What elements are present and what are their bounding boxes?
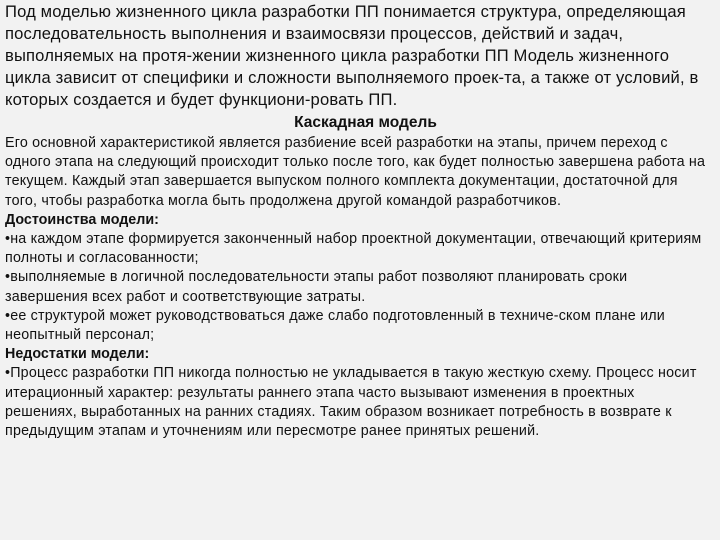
advantage-item: •выполняемые в логичной последовательности этапы работ позволяют планировать сроки завершения всех работ и соответствующие затраты. xyxy=(5,269,628,305)
description-paragraph: Его основной характеристикой является разбиение всей разработки на этапы, причем переход с одного этапа на следующий происходит только после того, как будет полностью завершена работа на текущем. Каждый этап завершается выпуском полного комплекта документации, достаточной для того, чтобы разработка могла быть продолжена другой командой разработчиков. xyxy=(5,135,706,209)
advantage-item: •на каждом этапе формируется законченный набор проектной документации, отвечающий критериям полноты и согласованности; xyxy=(5,231,702,267)
intro-paragraph: Под моделью жизненного цикла разработки ПП понимается структура, определяющая последовательность выполнения и взаимосвязи процессов, действий и задач, выполняемых на протя-жении жизненного цикла разработки ПП Модель жизненного цикла зависит от специфики и сложности выполняемого проек-та, а также от условий, в которых создается и будет функциони-ровать ПП. xyxy=(5,2,699,109)
advantage-item: •ее структурой может руководствоваться даже слабо подготовленный в техниче-ском плане или неопытный персонал; xyxy=(5,307,665,344)
section-title: Каскадная модель xyxy=(294,114,437,131)
advantages-heading: Достоинства модели: xyxy=(5,211,159,228)
disadvantages-heading: Недостатки модели: xyxy=(5,346,150,363)
disadvantage-item: •Процесс разработки ПП никогда полностью не укладывается в такую жесткую схему. Процесс носит итерационный характер: результаты раннего этапа часто вызывают изменения в проектных решениях, выработанных на ранних стадиях. Таким образом возникает потребность в возврате к предыдущим этапам и уточнениям или пересмотре ранее принятых решений. xyxy=(5,365,697,440)
